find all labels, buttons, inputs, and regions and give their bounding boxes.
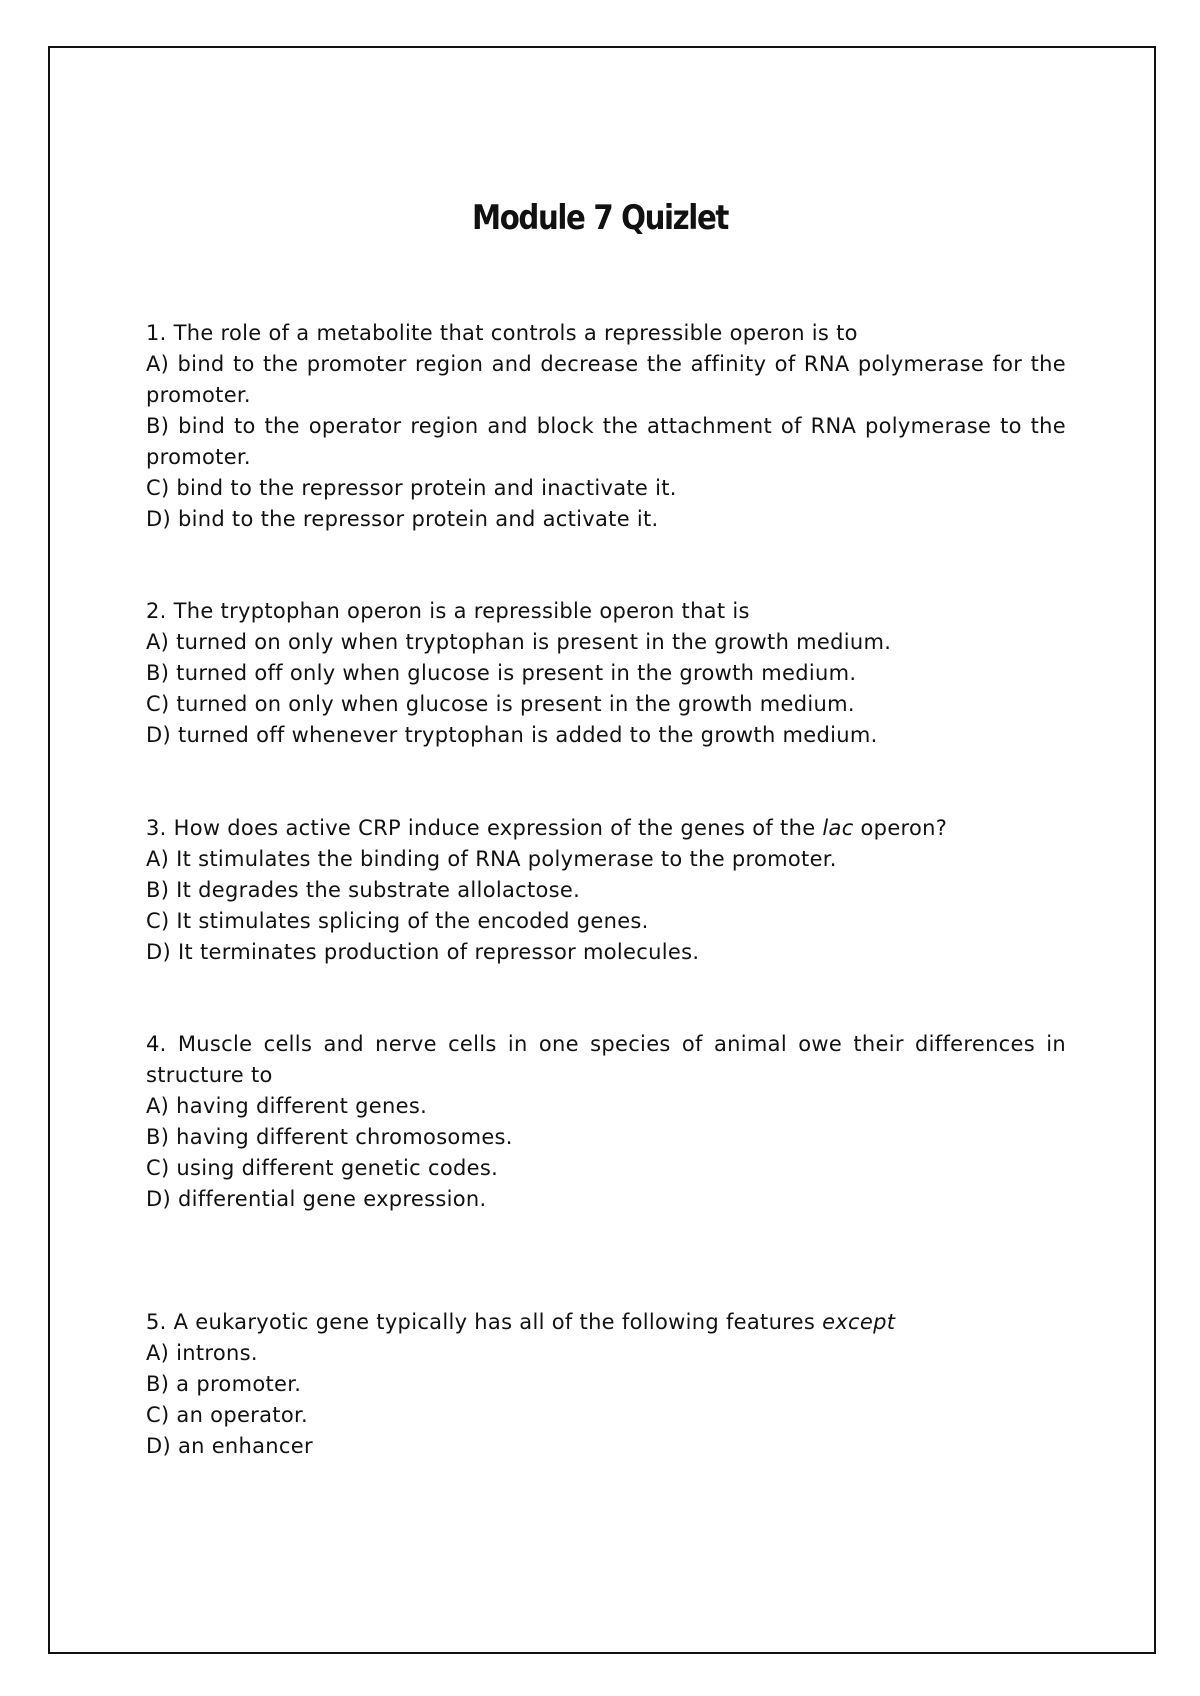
question-5	[146, 1307, 1066, 1462]
answer-option-d: D) It terminates production of repressor molecules.	[146, 940, 700, 964]
answer-option-c: C) using different genetic codes.	[146, 1156, 499, 1180]
gene-name-italic: lac	[822, 816, 854, 840]
question-2	[146, 596, 1066, 751]
answer-option-c: C) It stimulates splicing of the encoded genes.	[146, 909, 649, 933]
question-stem: 2. The tryptophan operon is a repressible operon that is	[146, 599, 750, 623]
answer-option-b: B) bind to the operator region and block the attachment of RNA polymerase to the promoter.	[146, 414, 1066, 469]
question-stem-text-end: operon?	[853, 816, 948, 840]
answer-option-c: C) an operator.	[146, 1403, 308, 1427]
answer-option-b: B) It degrades the substrate allolactose.	[146, 878, 581, 902]
answer-option-c: C) turned on only when glucose is present in the growth medium.	[146, 692, 855, 716]
emphasis-italic: except	[822, 1310, 896, 1334]
answer-option-d: D) an enhancer	[146, 1434, 313, 1458]
question-stem-text: 5. A eukaryotic gene typically has all of the following features	[146, 1310, 823, 1334]
answer-option-b: B) having different chromosomes.	[146, 1125, 513, 1149]
answer-option-a: A) It stimulates the binding of RNA polymerase to the promoter.	[146, 847, 837, 871]
question-3	[146, 813, 1066, 968]
answer-option-a: A) bind to the promoter region and decrease the affinity of RNA polymerase for the promoter.	[146, 352, 1066, 407]
question-stem	[146, 1307, 1066, 1338]
question-stem	[146, 813, 1066, 844]
question-1	[146, 318, 1066, 535]
question-stem-text: 3. How does active CRP induce expression of the genes of the	[146, 816, 823, 840]
answer-option-b: B) turned off only when glucose is present in the growth medium.	[146, 661, 857, 685]
answer-option-d: D) differential gene expression.	[146, 1187, 487, 1211]
answer-option-a: A) having different genes.	[146, 1094, 428, 1118]
question-4	[146, 1029, 1066, 1215]
answer-option-a: A) introns.	[146, 1341, 258, 1365]
answer-option-c: C) bind to the repressor protein and inactivate it.	[146, 476, 677, 500]
answer-option-b: B) a promoter.	[146, 1372, 302, 1396]
answer-option-d: D) turned off whenever tryptophan is added to the growth medium.	[146, 723, 878, 747]
question-stem: 1. The role of a metabolite that controls a repressible operon is to	[146, 321, 858, 345]
question-stem: 4. Muscle cells and nerve cells in one species of animal owe their differences in structure to	[146, 1032, 1066, 1087]
answer-option-a: A) turned on only when tryptophan is present in the growth medium.	[146, 630, 892, 654]
document-title: Module 7 Quizlet	[471, 198, 729, 238]
answer-option-d: D) bind to the repressor protein and activate it.	[146, 507, 659, 531]
